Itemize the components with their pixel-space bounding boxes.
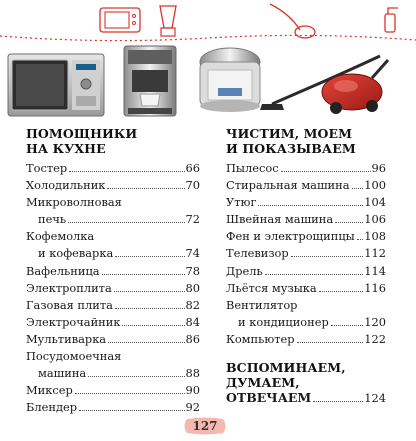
toc-entry[interactable]: Тостер 66 <box>26 161 200 175</box>
appliance-photos-row <box>0 40 416 118</box>
toc-entry[interactable]: Дрель 114 <box>226 263 386 278</box>
toc-right-column <box>226 126 386 406</box>
rice-cooker-photo <box>200 48 260 112</box>
toc-entry[interactable]: Компьютер 122 <box>226 331 386 346</box>
vacuum-doodle-icon <box>270 4 315 38</box>
microwave-photo <box>8 54 104 116</box>
toc-entry[interactable]: Миксер 90 <box>26 383 200 398</box>
toc-entry[interactable]: Холодильник 70 <box>26 178 200 193</box>
toc-entry[interactable]: Блендер 92 <box>26 400 200 415</box>
toc-entry[interactable]: Фен и электрощипцы 108 <box>226 229 386 244</box>
toc-entry[interactable]: Стиральная машина 100 <box>226 178 386 193</box>
toc-entry[interactable]: Льётся музыка 116 <box>226 280 386 295</box>
coffee-machine-photo <box>124 46 176 116</box>
blender-doodle-icon <box>160 6 176 36</box>
section-heading-cleaning[interactable]: ЧИСТИМ, МОЕМ И ПОКАЗЫВАЕМ <box>226 126 356 156</box>
toc-entry[interactable]: Пылесос 96 <box>226 161 386 175</box>
toc-entry[interactable]: Вафельница 78 <box>26 263 200 278</box>
section-heading-kitchen[interactable]: ПОМОЩНИКИ НА КУХНЕ <box>26 126 138 156</box>
microwave-doodle-icon <box>100 8 140 32</box>
section-heading-review[interactable]: ВСПОМИНАЕМ, ДУМАЕМ, ОТВЕЧАЕМ 124 <box>226 360 386 406</box>
toc-entry[interactable]: Утюг 104 <box>226 195 386 210</box>
vacuum-cleaner-photo <box>260 56 388 114</box>
toc-entry[interactable]: Газовая плита 82 <box>26 297 200 312</box>
toc-left-column <box>26 126 200 416</box>
page-number-badge <box>181 417 229 435</box>
toc-entry[interactable]: Вентилятор и кондиционер 120 <box>226 297 386 329</box>
spray-bottle-doodle-icon <box>385 8 398 32</box>
toc-entry[interactable]: Микроволновая печь 72 <box>26 195 200 227</box>
toc-entry[interactable]: Электроплита 80 <box>26 280 200 295</box>
toc-entry[interactable]: Посудомоечная машина 88 <box>26 349 200 381</box>
toc-entry[interactable]: Электрочайник 84 <box>26 314 200 329</box>
toc-entry[interactable]: Швейная машина 106 <box>226 212 386 227</box>
toc-entry[interactable]: Телевизор 112 <box>226 246 386 261</box>
page-number: 127 <box>192 419 218 433</box>
toc-entry[interactable]: Кофемолка и кофеварка 74 <box>26 229 200 261</box>
toc-entry[interactable]: Мультиварка 86 <box>26 331 200 346</box>
